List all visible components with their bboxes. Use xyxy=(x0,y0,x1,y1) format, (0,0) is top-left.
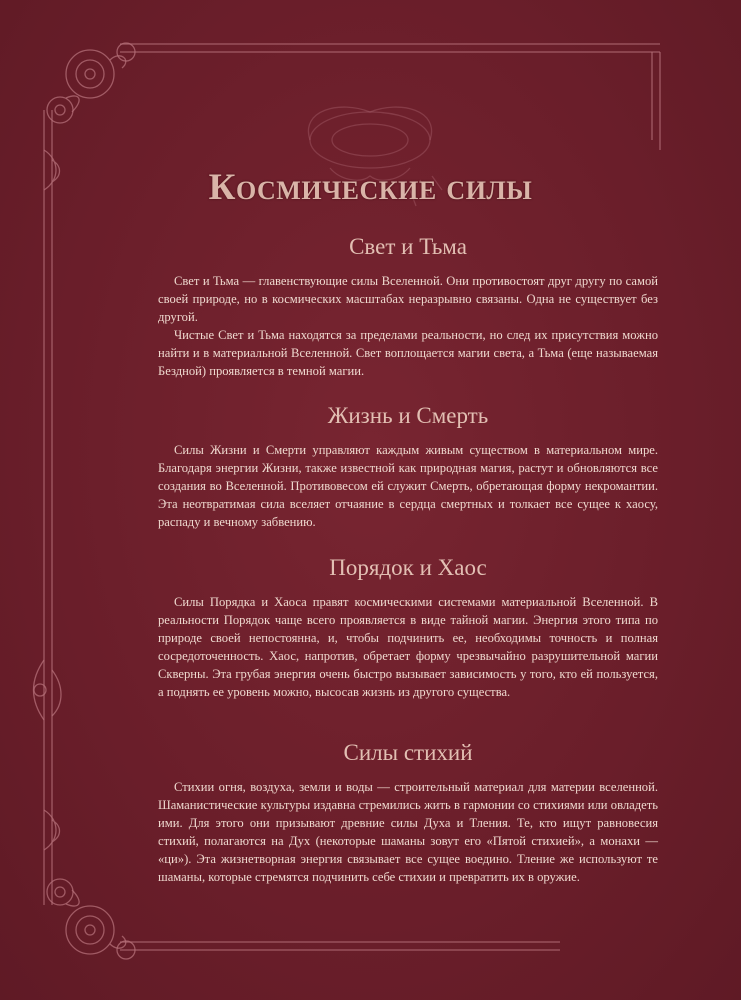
section-life-death xyxy=(158,403,658,531)
section-paragraph: Силы Порядка и Хаоса правят космическими системами материальной Вселенной. В реальности Порядок чаще всего проявляется в виде тайной магии. Энергия этого типа по природе своей непостоянна, и, чтобы подчинить ее, необходимы точность и полная сосредоточенность. Хаос, напротив, обретает форму чрезвычайно разрушительной магии Скверны. Эта грубая энергия очень быстро вызывает зависимость у того, кто ей пользуется, а поднять ее уровень можно, высосав жизнь из другого существа. xyxy=(158,595,658,699)
section-paragraph: Чистые Свет и Тьма находятся за пределами реальности, но след их присутствия можно найти и в материальной Вселенной. Свет воплощается магии света, а Тьма (еще называемая Бездной) проявляется в темной магии. xyxy=(158,328,658,378)
section-paragraph: Стихии огня, воздуха, земли и воды — строительный материал для материи вселенной. Шаманистические культуры издавна стремились жить в гармонии со стихиями или овладеть ими. Для этого они призывают древние силы Духа и Тления. Те, кто ищут равновесия стихий, полагаются на Дух (некоторые шаманы зовут его «Пятой стихией», а монахи — «ци»). Эта жизнетворная энергия связывает все сущее воедино. Тление же используют те шаманы, которые стремятся подчинить себе стихии и превратить их в оружие. xyxy=(158,780,658,884)
section-heading: Жизнь и Смерть xyxy=(327,403,489,428)
section-paragraph: Свет и Тьма — главенствующие силы Вселенной. Они противостоят друг другу по самой своей природе, но в космических масштабах неразрывно связаны. Одна не существует без другой. xyxy=(158,274,658,324)
section-paragraph: Силы Жизни и Смерти управляют каждым живым существом в материальном мире. Благодаря энергии Жизни, также известной как природная магия, растут и обновляются все создания во Вселенной. Противовесом ей служит Смерть, обретающая форму некромантии. Эта неотвратимая сила вселяет отчаяние в сердца смертных и толкает все сущее к хаосу, распаду и вечному забвению. xyxy=(158,443,658,529)
section-elements xyxy=(158,740,658,886)
page-title: Космические силы xyxy=(208,167,533,208)
section-heading: Силы стихий xyxy=(343,740,473,765)
section-heading: Свет и Тьма xyxy=(349,234,467,259)
section-light-dark xyxy=(158,234,658,380)
section-heading: Порядок и Хаос xyxy=(329,555,487,580)
section-order-chaos xyxy=(158,555,658,701)
